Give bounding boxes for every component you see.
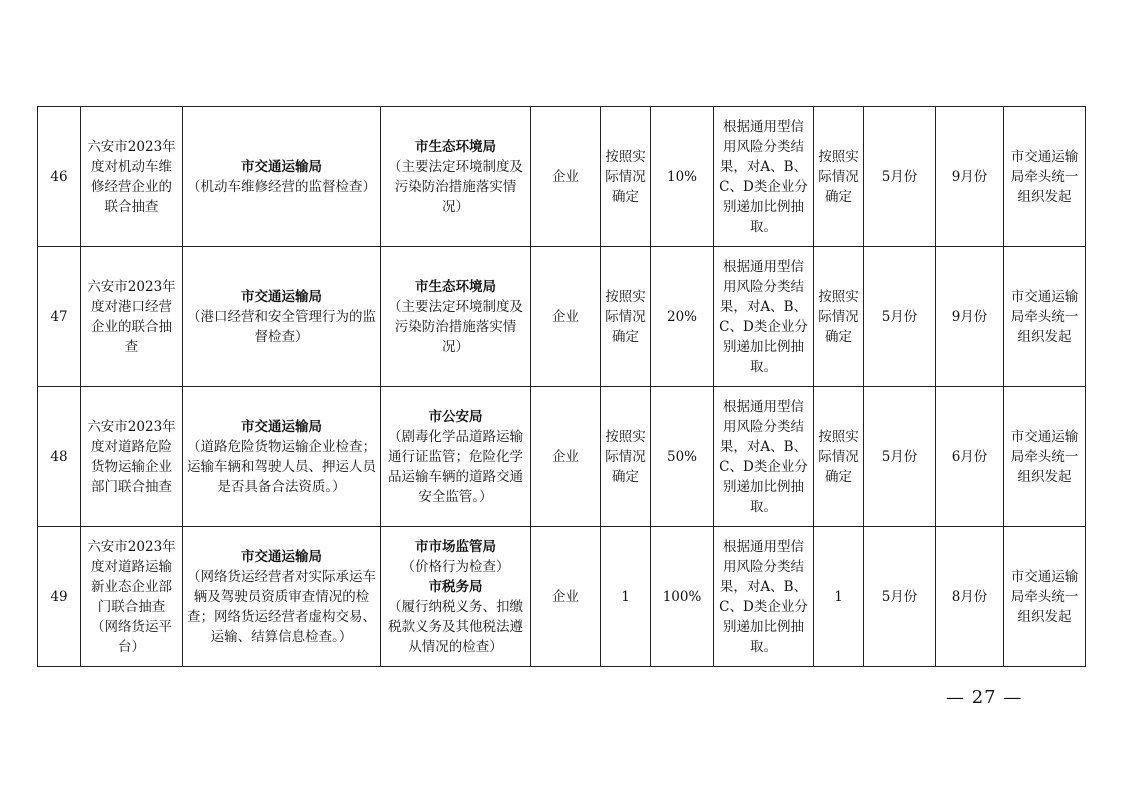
cooperating-department-name: 市市场监管局: [415, 538, 496, 555]
object-count: 按照实际情况确定: [601, 247, 651, 387]
sample-number: 按照实际情况确定: [814, 387, 864, 527]
cooperating-department: [381, 107, 531, 247]
sample-number: 按照实际情况确定: [814, 247, 864, 387]
cooperating-department-name: 市公安局: [428, 408, 483, 425]
cooperating-department: [381, 387, 531, 527]
end-month: 9月份: [936, 107, 1004, 247]
start-month: 5月份: [864, 107, 936, 247]
cooperating-department-scope: （价格行为检查）: [401, 558, 510, 575]
remarks: 市交通运输局牵头统一组织发起: [1004, 387, 1086, 527]
sampling-method: 根据通用型信用风险分类结果，对A、B、C、D类企业分别递加比例抽取。: [714, 527, 814, 667]
start-month: 5月份: [864, 387, 936, 527]
cooperating-department: [381, 247, 531, 387]
page-number: — 27 —: [946, 687, 1023, 708]
cooperating-department-name: 市税务局: [428, 578, 483, 595]
end-month: 8月份: [936, 527, 1004, 667]
sample-number: 按照实际情况确定: [814, 107, 864, 247]
row-number: 46: [38, 107, 81, 247]
lead-department: [183, 247, 381, 387]
lead-department: [183, 107, 381, 247]
lead-department: [183, 387, 381, 527]
cooperating-department: [381, 527, 531, 667]
cooperating-department-name: 市生态环境局: [415, 278, 496, 295]
row-number: 49: [38, 527, 81, 667]
lead-department-scope: （网络货运经营者对实际承运车辆及驾驶员资质审查情况的检查；网络货运经营者虚构交易、运输、结算信息检查。）: [187, 568, 376, 645]
inspection-object: 企业: [531, 527, 601, 667]
project-name: 六安市2023年度对港口经营企业的联合抽查: [81, 247, 183, 387]
sampling-method: 根据通用型信用风险分类结果，对A、B、C、D类企业分别递加比例抽取。: [714, 107, 814, 247]
end-month: 6月份: [936, 387, 1004, 527]
sampling-method: 根据通用型信用风险分类结果，对A、B、C、D类企业分别递加比例抽取。: [714, 247, 814, 387]
inspection-table: [37, 106, 1086, 667]
table-row: [38, 247, 1086, 387]
inspection-object: 企业: [531, 387, 601, 527]
lead-department-scope: （道路危险货物运输企业检查；运输车辆和驾驶人员、押运人员是否具备合法资质。）: [187, 438, 376, 495]
object-count: 按照实际情况确定: [601, 107, 651, 247]
project-name: 六安市2023年度对道路危险货物运输企业部门联合抽查: [81, 387, 183, 527]
table-row: [38, 387, 1086, 527]
lead-department-scope: （港口经营和安全管理行为的监督检查）: [187, 308, 376, 345]
lead-department-name: 市交通运输局: [241, 548, 322, 565]
lead-department-scope: （机动车维修经营的监督检查）: [187, 178, 376, 195]
start-month: 5月份: [864, 247, 936, 387]
table-row: [38, 527, 1086, 667]
cooperating-department-scope: （履行纳税义务、扣缴税款义务及其他税法遵从情况的检查）: [388, 598, 523, 655]
object-count: 按照实际情况确定: [601, 387, 651, 527]
sampling-ratio: 20%: [651, 247, 714, 387]
cooperating-department-scope: （剧毒化学品道路运输通行证监管；危险化学品运输车辆的道路交通安全监管。）: [388, 428, 523, 505]
cooperating-department-scope: （主要法定环境制度及污染防治措施落实情况）: [388, 298, 523, 355]
sampling-ratio: 50%: [651, 387, 714, 527]
inspection-object: 企业: [531, 107, 601, 247]
cooperating-department-name: 市生态环境局: [415, 138, 496, 155]
lead-department-name: 市交通运输局: [241, 418, 322, 435]
row-number: 47: [38, 247, 81, 387]
object-count: 1: [601, 527, 651, 667]
remarks: 市交通运输局牵头统一组织发起: [1004, 247, 1086, 387]
sampling-ratio: 100%: [651, 527, 714, 667]
lead-department-name: 市交通运输局: [241, 158, 322, 175]
start-month: 5月份: [864, 527, 936, 667]
sample-number: 1: [814, 527, 864, 667]
project-name: 六安市2023年度对道路运输新业态企业部门联合抽查（网络货运平台）: [81, 527, 183, 667]
sampling-method: 根据通用型信用风险分类结果，对A、B、C、D类企业分别递加比例抽取。: [714, 387, 814, 527]
row-number: 48: [38, 387, 81, 527]
end-month: 9月份: [936, 247, 1004, 387]
remarks: 市交通运输局牵头统一组织发起: [1004, 107, 1086, 247]
project-name: 六安市2023年度对机动车维修经营企业的联合抽查: [81, 107, 183, 247]
cooperating-department-scope: （主要法定环境制度及污染防治措施落实情况）: [388, 158, 523, 215]
lead-department-name: 市交通运输局: [241, 288, 322, 305]
table-row: [38, 107, 1086, 247]
sampling-ratio: 10%: [651, 107, 714, 247]
inspection-object: 企业: [531, 247, 601, 387]
remarks: 市交通运输局牵头统一组织发起: [1004, 527, 1086, 667]
lead-department: [183, 527, 381, 667]
